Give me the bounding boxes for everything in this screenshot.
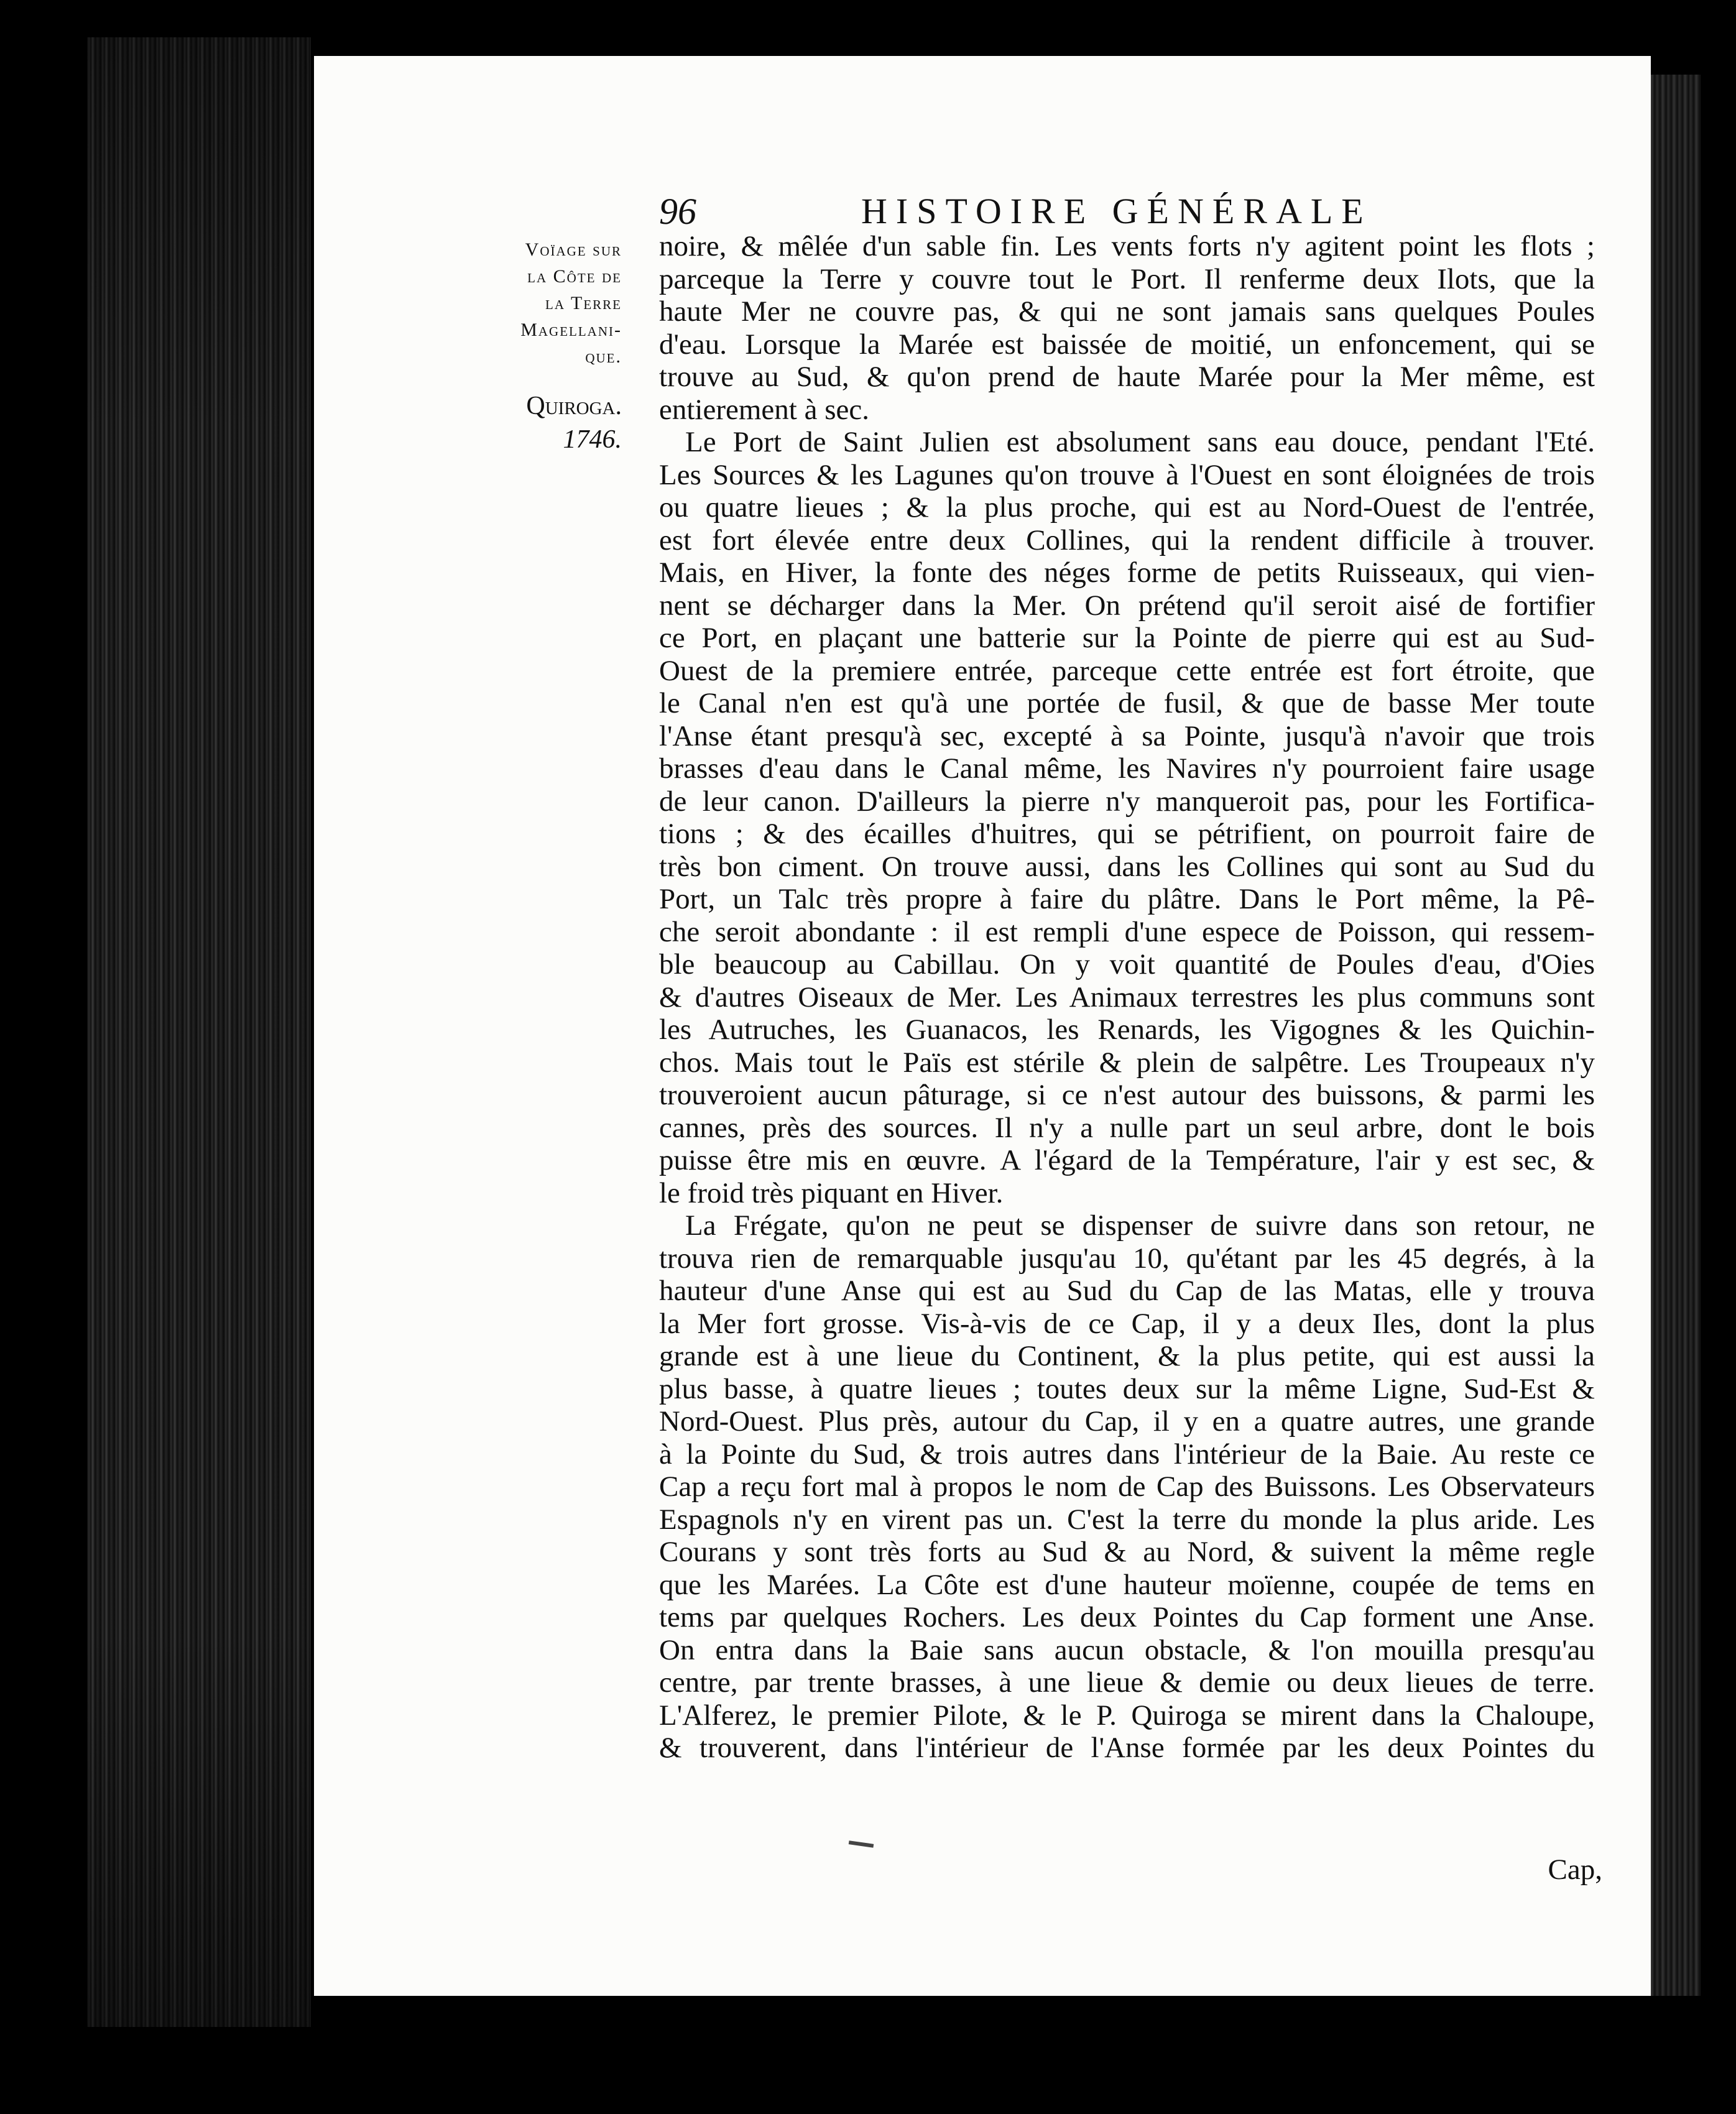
text-line: ble beaucoup au Cabillau. On y voit quantité de Poules d'eau, d'Oies — [659, 948, 1595, 981]
text-line: Ouest de la premiere entrée, parceque cette entrée est fort étroite, que — [659, 654, 1595, 687]
ink-mark — [849, 1840, 874, 1848]
book-page-edges — [87, 37, 311, 2027]
text-line: Courans y sont très forts au Sud & au Nord, & suivent la même regle — [659, 1536, 1595, 1568]
text-line: tions ; & des écailles d'huitres, qui se pétrifient, on pourroit faire de — [659, 818, 1595, 850]
text-line: puisse être mis en œuvre. A l'égard de la Température, l'air y est sec, & — [659, 1144, 1595, 1176]
text-line: Espagnols n'y en virent pas un. C'est la terre du monde la plus aride. Les — [659, 1503, 1595, 1536]
text-line: que les Marées. La Côte est d'une hauteur moïenne, coupée de tems en — [659, 1568, 1595, 1601]
text-line: trouva rien de remarquable jusqu'au 10, qu'étant par les 45 degrés, à la — [659, 1242, 1595, 1275]
catchword: Cap, — [1548, 1853, 1602, 1886]
text-line: le froid très piquant en Hiver. — [659, 1176, 1004, 1209]
margin-line: Magellani- — [520, 320, 622, 340]
page-number: 96 — [659, 191, 696, 232]
margin-note — [497, 236, 622, 455]
text-line: La Frégate, qu'on ne peut se dispenser de suivre dans son retour, ne — [685, 1209, 1595, 1242]
text-line: Nord-Ouest. Plus près, autour du Cap, il y en a quatre autres, une grande — [659, 1405, 1595, 1438]
text-line: chos. Mais tout le Païs est stérile & plein de salpêtre. Les Troupeaux n'y — [659, 1046, 1595, 1079]
text-line: hauteur d'une Anse qui est au Sud du Cap de las Matas, elle y trouva — [659, 1275, 1595, 1307]
text-line: Port, un Talc très propre à faire du plâtre. Dans le Port même, la Pê- — [659, 883, 1595, 915]
text-line: d'eau. Lorsque la Marée est baissée de moitié, un enfoncement, qui se — [659, 328, 1595, 361]
body-text — [659, 230, 1595, 1765]
text-line: entierement à sec. — [659, 393, 869, 426]
text-line: & d'autres Oiseaux de Mer. Les Animaux terrestres les plus communs sont — [659, 981, 1595, 1013]
text-line: nent se décharger dans la Mer. On prétend qu'il seroit aisé de fortifier — [659, 589, 1595, 622]
text-line: le Canal n'en est qu'à une portée de fusil, & que de basse Mer toute — [659, 687, 1595, 719]
text-line: les Autruches, les Guanacos, les Renards, les Vigognes & les Quichin- — [659, 1013, 1595, 1046]
margin-line: la Côte de — [527, 266, 622, 287]
text-line: noire, & mêlée d'un sable fin. Les vents forts n'y agitent point les flots ; — [659, 230, 1595, 262]
text-line: grande est à une lieue du Continent, & la plus petite, qui est aussi la — [659, 1340, 1595, 1372]
text-line: ou quatre lieues ; & la plus proche, qui est au Nord-Ouest de l'entrée, — [659, 491, 1595, 524]
text-line: de leur canon. D'ailleurs la pierre n'y manqueroit pas, pour les Fortifica- — [659, 785, 1595, 818]
text-line: Les Sources & les Lagunes qu'on trouve à l'Ouest en sont éloignées de trois — [659, 458, 1595, 491]
text-line: brasses d'eau dans le Canal même, les Navires n'y pourroient faire usage — [659, 752, 1595, 785]
text-line: On entra dans la Baie sans aucun obstacle, & l'on mouilla presqu'au — [659, 1633, 1595, 1666]
margin-year: 1746. — [563, 425, 622, 454]
margin-line: Voïage sur — [525, 239, 622, 260]
margin-line: la Terre — [545, 293, 622, 313]
text-line: est fort élevée entre deux Collines, qui la rendent difficile à trouver. — [659, 524, 1595, 556]
text-line: Mais, en Hiver, la fonte des néges forme de petits Ruisseaux, qui vien- — [659, 556, 1595, 589]
text-line: trouve au Sud, & qu'on prend de haute Marée pour la Mer même, est — [659, 361, 1595, 393]
margin-author: Quiroga. — [526, 392, 622, 420]
text-line: centre, par trente brasses, à une lieue & demie ou deux lieues de terre. — [659, 1666, 1595, 1699]
text-line: ce Port, en plaçant une batterie sur la Pointe de pierre qui est au Sud- — [659, 622, 1595, 654]
text-line: à la Pointe du Sud, & trois autres dans l'intérieur de la Baie. Au reste ce — [659, 1438, 1595, 1470]
margin-line: que. — [585, 346, 622, 367]
text-line: tems par quelques Rochers. Les deux Pointes du Cap forment une Anse. — [659, 1601, 1595, 1633]
text-line: plus basse, à quatre lieues ; toutes deux sur la même Ligne, Sud-Est & — [659, 1372, 1595, 1405]
text-line: Le Port de Saint Julien est absolument sans eau douce, pendant l'Eté. — [685, 426, 1595, 458]
text-line: parceque la Terre y couvre tout le Port. Il renferme deux Ilots, que la — [659, 262, 1595, 295]
text-line: che seroit abondante : il est rempli d'une espece de Poisson, qui ressem- — [659, 915, 1595, 948]
text-line: très bon ciment. On trouve aussi, dans les Collines qui sont au Sud du — [659, 850, 1595, 883]
text-line: trouveroient aucun pâturage, si ce n'est autour des buissons, & parmi les — [659, 1079, 1595, 1111]
text-line: haute Mer ne couvre pas, & qui ne sont jamais sans quelques Poules — [659, 295, 1595, 328]
text-line: & trouverent, dans l'intérieur de l'Anse formée par les deux Pointes du — [659, 1732, 1595, 1764]
running-title: HISTOIRE GÉNÉRALE — [861, 191, 1372, 231]
text-line: Cap a reçu fort mal à propos le nom de Cap des Buissons. Les Observateurs — [659, 1470, 1595, 1503]
text-line: cannes, près des sources. Il n'y a nulle part un seul arbre, dont le bois — [659, 1111, 1595, 1144]
text-line: l'Anse étant presqu'à sec, excepté à sa Pointe, jusqu'à n'avoir que trois — [659, 719, 1595, 752]
text-line: L'Alferez, le premier Pilote, & le P. Quiroga se mirent dans la Chaloupe, — [659, 1699, 1595, 1732]
text-line: la Mer fort grosse. Vis-à-vis de ce Cap, il y a deux Iles, dont la plus — [659, 1307, 1595, 1340]
